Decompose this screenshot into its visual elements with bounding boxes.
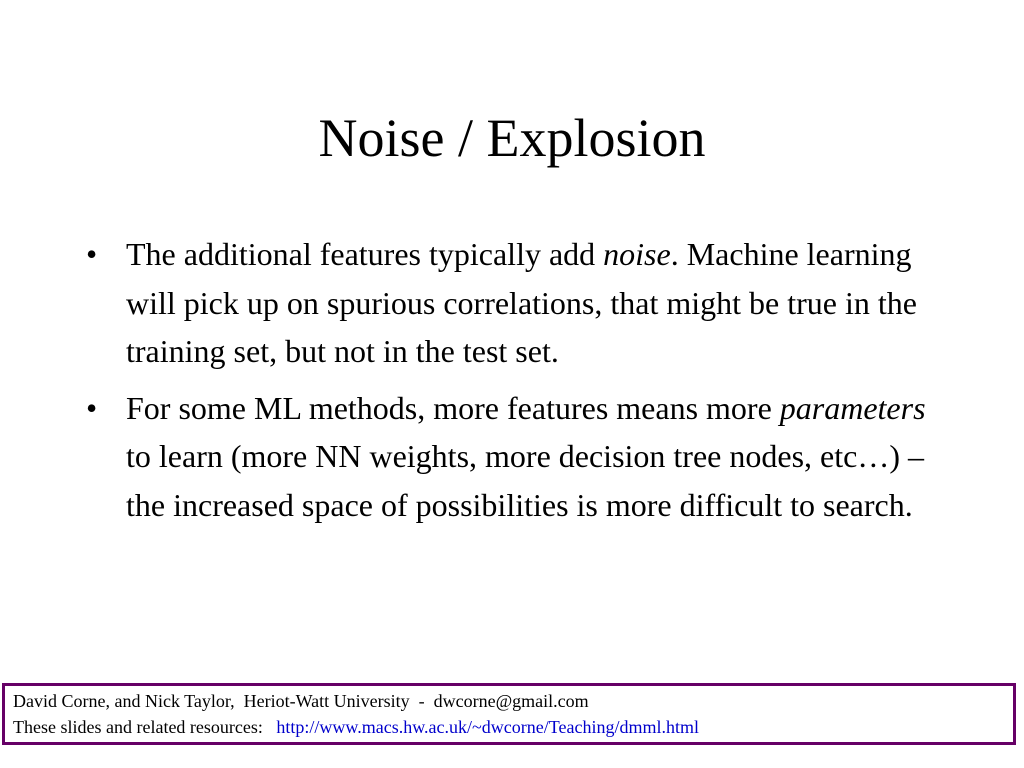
footer-credits: David Corne, and Nick Taylor, Heriot-Watt University - dwcorne@gmail.com bbox=[13, 691, 589, 711]
footer-resources bbox=[13, 714, 1013, 740]
bullet-text-part: The additional features typically add bbox=[126, 236, 604, 272]
bullet-marker: • bbox=[86, 236, 98, 272]
footer-box bbox=[2, 683, 1016, 745]
bullet-item bbox=[86, 384, 946, 530]
bullet-text-part: to learn (more NN weights, more decision tree nodes, etc…) – the increased space of possibilities is more difficult to search. bbox=[126, 438, 924, 523]
bullet-emphasis: parameters bbox=[779, 389, 926, 426]
bullet-item bbox=[86, 230, 946, 376]
bullet-list bbox=[86, 230, 946, 537]
bullet-marker: • bbox=[86, 389, 98, 426]
bullet-text-part: . Machine learning will pick up on spurious correlations, that might be true in the training set, but not in the test set. bbox=[126, 236, 917, 369]
resources-link[interactable]: http://www.macs.hw.ac.uk/~dwcorne/Teaching/dmml.html bbox=[276, 717, 699, 737]
bullet-text bbox=[126, 390, 926, 523]
bullet-text bbox=[126, 236, 917, 369]
footer-resources-label: These slides and related resources: bbox=[13, 717, 277, 737]
bullet-emphasis: noise bbox=[603, 236, 671, 272]
bullet-text-part: For some ML methods, more features means more bbox=[126, 389, 780, 426]
slide-title: Noise / Explosion bbox=[318, 108, 706, 168]
